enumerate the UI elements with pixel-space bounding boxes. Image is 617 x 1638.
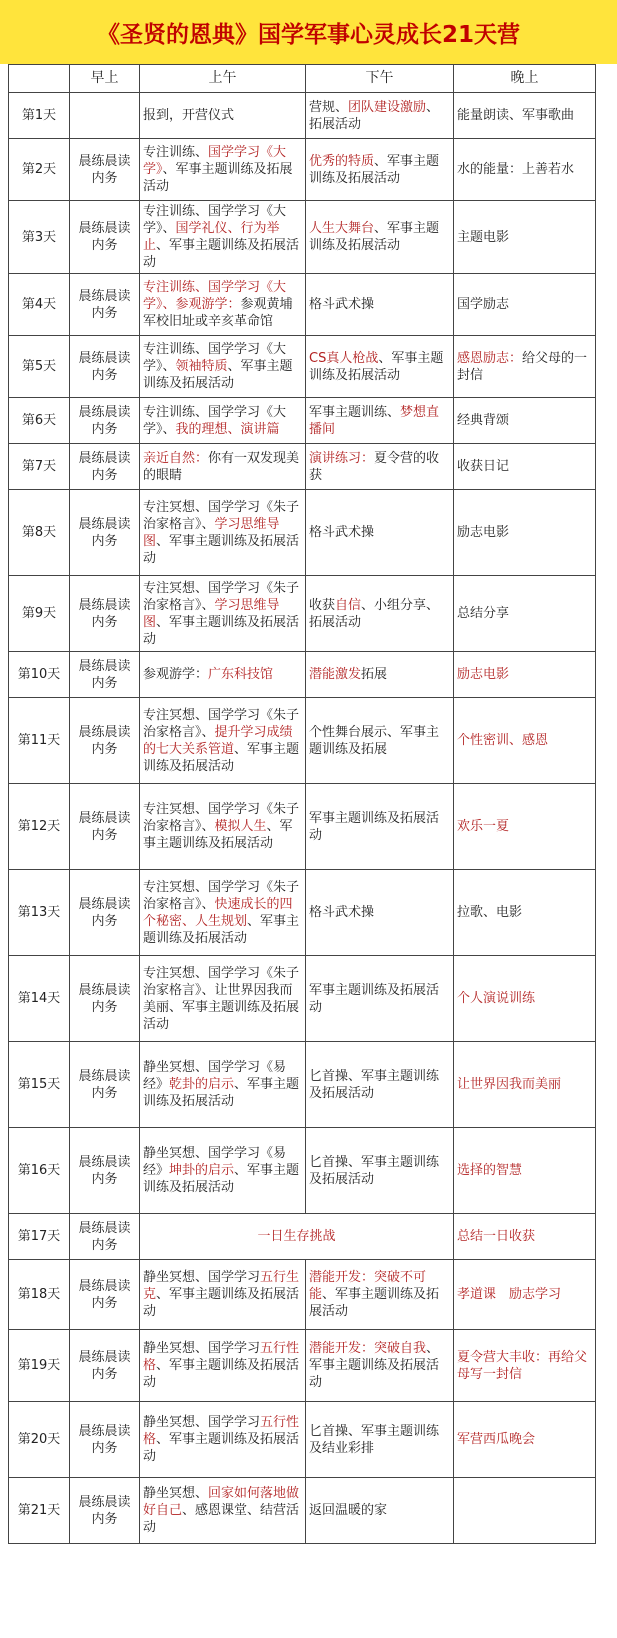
pm-cell bbox=[306, 1042, 454, 1128]
day-cell: 第10天 bbox=[9, 652, 70, 698]
cell-text: 总结一日收获 bbox=[457, 1229, 536, 1244]
cell-text: 、军事主题训练及拓展活动 bbox=[143, 1077, 300, 1109]
eve-cell bbox=[454, 1214, 596, 1260]
pm-cell bbox=[306, 444, 454, 490]
am-cell bbox=[140, 336, 306, 398]
eve-cell bbox=[454, 93, 596, 139]
am-cell bbox=[140, 490, 306, 576]
cell-text: 参观黄埔军校旧址或辛亥革命馆 bbox=[143, 297, 293, 329]
cell-text: 拉歌、电影 bbox=[457, 905, 523, 920]
cell-text: 、军事主题训练及拓展活动 bbox=[143, 1432, 300, 1464]
morning-cell: 晨练晨读内务 bbox=[70, 1330, 140, 1402]
schedule-table bbox=[8, 64, 596, 1544]
eve-cell bbox=[454, 274, 596, 336]
morning-cell: 晨练晨读内务 bbox=[70, 1042, 140, 1128]
morning-cell: 晨练晨读内务 bbox=[70, 870, 140, 956]
am-cell bbox=[140, 274, 306, 336]
cell-text: 静坐冥想、国学学习 bbox=[143, 1341, 261, 1356]
table-row bbox=[9, 336, 596, 398]
am-cell bbox=[140, 201, 306, 274]
day-cell: 第8天 bbox=[9, 490, 70, 576]
cell-text: 快速成长的四个秘密、人生规划 bbox=[143, 896, 293, 929]
am-cell bbox=[140, 870, 306, 956]
cell-text: 军事主题训练及拓展活动 bbox=[309, 810, 440, 843]
day-cell: 第16天 bbox=[9, 1128, 70, 1214]
cell-text: 亲近自然： bbox=[143, 450, 209, 466]
cell-text: 、军事主题训练及拓展活动 bbox=[143, 614, 300, 647]
cell-text: 军事主题训练、 bbox=[309, 404, 401, 420]
cell-text: 、军事主题训练及拓展活动 bbox=[309, 221, 440, 253]
cell-text: 、军事主题训练及拓展活动 bbox=[309, 350, 444, 383]
pm-cell bbox=[306, 870, 454, 956]
morning-cell: 晨练晨读内务 bbox=[70, 1214, 140, 1260]
morning-cell: 晨练晨读内务 bbox=[70, 274, 140, 336]
day-cell: 第20天 bbox=[9, 1402, 70, 1478]
cell-text: 静坐冥想、 bbox=[143, 1486, 209, 1501]
cell-text: 人生大舞台 bbox=[309, 221, 375, 236]
cell-text: 个人演说训练 bbox=[457, 991, 536, 1006]
day-cell: 第1天 bbox=[9, 93, 70, 139]
cell-text: 经典背颂 bbox=[457, 413, 510, 428]
am-cell bbox=[140, 576, 306, 652]
am-cell bbox=[140, 698, 306, 784]
am-cell bbox=[140, 139, 306, 201]
cell-text: 你有一双发现美的眼睛 bbox=[143, 450, 300, 483]
table-row bbox=[9, 1330, 596, 1402]
table-row bbox=[9, 1260, 596, 1330]
morning-cell: 晨练晨读内务 bbox=[70, 336, 140, 398]
eve-cell bbox=[454, 398, 596, 444]
morning-cell: 晨练晨读内务 bbox=[70, 576, 140, 652]
pm-cell bbox=[306, 398, 454, 444]
am-cell bbox=[140, 1402, 306, 1478]
morning-cell: 晨练晨读内务 bbox=[70, 1128, 140, 1214]
cell-text: 五行生克 bbox=[143, 1270, 300, 1302]
am-cell bbox=[140, 956, 306, 1042]
cell-text: 、小组分享、拓展活动 bbox=[309, 597, 440, 630]
day-cell: 第5天 bbox=[9, 336, 70, 398]
table-row bbox=[9, 1042, 596, 1128]
table-row bbox=[9, 1128, 596, 1214]
eve-cell bbox=[454, 336, 596, 398]
cell-text: 学习思维导图 bbox=[143, 516, 280, 549]
cell-text: 匕首操、军事主题训练及拓展活动 bbox=[309, 1068, 440, 1101]
eve-cell bbox=[454, 444, 596, 490]
day-cell: 第3天 bbox=[9, 201, 70, 274]
table-row bbox=[9, 444, 596, 490]
table-row bbox=[9, 698, 596, 784]
cell-text: 梦想直播间 bbox=[309, 404, 440, 437]
am-cell bbox=[140, 784, 306, 870]
cell-text: 夏令营的收获 bbox=[309, 450, 440, 483]
eve-cell bbox=[454, 139, 596, 201]
cell-text: 夏令营大丰收：再给父母写一封信 bbox=[457, 1349, 588, 1382]
cell-text: 乾卦的启示 bbox=[169, 1077, 235, 1092]
cell-text: 格斗武术操 bbox=[309, 297, 375, 312]
cell-text: CS真人枪战 bbox=[309, 350, 379, 366]
header-cell-morning: 早上 bbox=[70, 65, 140, 93]
morning-cell: 晨练晨读内务 bbox=[70, 201, 140, 274]
day-cell: 第9天 bbox=[9, 576, 70, 652]
pm-cell bbox=[306, 1330, 454, 1402]
cell-text: 主题电影 bbox=[457, 229, 510, 245]
cell-text: 广东科技馆 bbox=[208, 667, 274, 682]
cell-text: 静坐冥想、国学学习《易经》 bbox=[143, 1060, 287, 1092]
cell-text: 自信 bbox=[335, 597, 362, 613]
page-title: 《圣贤的恩典》国学军事心灵成长21天营 bbox=[0, 0, 617, 64]
cell-text: 匕首操、军事主题训练及拓展活动 bbox=[309, 1154, 440, 1187]
cell-text: 国学礼仪、行为举止 bbox=[143, 221, 280, 253]
day-cell: 第6天 bbox=[9, 398, 70, 444]
cell-text: 静坐冥想、国学学习 bbox=[143, 1270, 261, 1285]
cell-text: 学习思维导图 bbox=[143, 597, 280, 630]
cell-text: 专注冥想、国学学习《朱子治家格言》、 bbox=[143, 879, 300, 912]
cell-text: 报到，开营仪式 bbox=[143, 108, 235, 123]
table-row bbox=[9, 93, 596, 139]
cell-text: 专注训练、国学学习《大学》、 bbox=[143, 204, 287, 236]
cell-text: 坤卦的启示 bbox=[169, 1163, 235, 1178]
table-row bbox=[9, 784, 596, 870]
cell-text: 拓展 bbox=[361, 667, 388, 682]
cell-text: 、军事主题训练及拓展活动 bbox=[143, 741, 300, 774]
cell-text: 、军事主题训练及拓展活动 bbox=[143, 238, 300, 270]
header-cell-am: 上午 bbox=[140, 65, 306, 93]
cell-text: 、军事主题训练及拓展活动 bbox=[143, 819, 293, 851]
day-cell: 第2天 bbox=[9, 139, 70, 201]
day-cell: 第21天 bbox=[9, 1478, 70, 1544]
header-row bbox=[9, 65, 596, 93]
cell-text: 、军事主题训练及拓展活动 bbox=[143, 1358, 300, 1390]
table-row bbox=[9, 201, 596, 274]
cell-text: 静坐冥想、国学学习《易经》 bbox=[143, 1146, 287, 1178]
header-cell-day bbox=[9, 65, 70, 93]
am-cell bbox=[140, 398, 306, 444]
am-cell bbox=[140, 444, 306, 490]
cell-text: 孝道课 励志学习 bbox=[457, 1287, 562, 1302]
pm-cell bbox=[306, 336, 454, 398]
eve-cell bbox=[454, 576, 596, 652]
cell-text: 、军事主题训练及拓展活动 bbox=[309, 1341, 440, 1390]
cell-text: 、军事主题训练及拓展活动 bbox=[143, 1163, 300, 1195]
cell-text: 优秀的特质 bbox=[309, 153, 375, 169]
pm-cell bbox=[306, 698, 454, 784]
morning-cell bbox=[70, 93, 140, 139]
pm-cell bbox=[306, 1128, 454, 1214]
cell-text: 励志电影 bbox=[457, 667, 510, 682]
header-cell-eve: 晚上 bbox=[454, 65, 596, 93]
cell-text: 专注冥想、国学学习《朱子治家格言》、 bbox=[143, 580, 300, 613]
cell-text: 军营西瓜晚会 bbox=[457, 1432, 536, 1447]
pm-cell bbox=[306, 1260, 454, 1330]
eve-cell bbox=[454, 201, 596, 274]
am-cell bbox=[140, 1128, 306, 1214]
day-cell: 第13天 bbox=[9, 870, 70, 956]
cell-text: 领袖特质 bbox=[175, 359, 228, 374]
pm-cell bbox=[306, 274, 454, 336]
pm-cell bbox=[306, 1478, 454, 1544]
day-cell: 第4天 bbox=[9, 274, 70, 336]
cell-text: 潜能开发：突破不可能 bbox=[309, 1270, 427, 1302]
cell-text: 、感恩课堂、结营活动 bbox=[143, 1503, 300, 1535]
cell-text: 、拓展活动 bbox=[309, 99, 440, 132]
eve-cell bbox=[454, 1330, 596, 1402]
eve-cell bbox=[454, 1478, 596, 1544]
morning-cell: 晨练晨读内务 bbox=[70, 1478, 140, 1544]
pm-cell bbox=[306, 490, 454, 576]
pm-cell bbox=[306, 139, 454, 201]
cell-text: 国学学习《大学》 bbox=[143, 145, 287, 177]
eve-cell bbox=[454, 1402, 596, 1478]
cell-text: 、军事主题训练及拓展活动 bbox=[143, 913, 300, 946]
cell-text: 专注冥想、国学学习《朱子治家格言》、 bbox=[143, 707, 300, 740]
cell-text: 水的能量：上善若水 bbox=[457, 162, 575, 177]
morning-cell: 晨练晨读内务 bbox=[70, 490, 140, 576]
eve-cell bbox=[454, 1260, 596, 1330]
cell-text: 专注训练、国学学习《大学》、 bbox=[143, 342, 287, 374]
morning-cell: 晨练晨读内务 bbox=[70, 956, 140, 1042]
morning-cell: 晨练晨读内务 bbox=[70, 698, 140, 784]
cell-text: 专注训练、 bbox=[143, 145, 209, 160]
am-cell bbox=[140, 93, 306, 139]
cell-text: 演讲练习： bbox=[309, 450, 375, 466]
table-row bbox=[9, 956, 596, 1042]
eve-cell bbox=[454, 956, 596, 1042]
cell-text: 收获 bbox=[309, 597, 336, 613]
cell-text: 个性密训、感恩 bbox=[457, 733, 549, 748]
span-cell: 一日生存挑战 bbox=[140, 1214, 454, 1260]
eve-cell bbox=[454, 698, 596, 784]
cell-text: 欢乐一夏 bbox=[457, 819, 510, 834]
am-cell bbox=[140, 1478, 306, 1544]
cell-text: 专注训练、国学学习《大学》、 bbox=[143, 404, 287, 437]
pm-cell bbox=[306, 652, 454, 698]
cell-text: 让世界因我而美丽 bbox=[457, 1077, 562, 1092]
cell-text: 军事主题训练及拓展活动 bbox=[309, 982, 440, 1015]
morning-cell: 晨练晨读内务 bbox=[70, 652, 140, 698]
cell-text: 潜能激发 bbox=[309, 667, 362, 682]
cell-text: 、军事主题训练及拓展活动 bbox=[143, 1287, 300, 1319]
cell-text: 五行性格 bbox=[143, 1415, 300, 1447]
cell-text: 个性舞台展示、军事主题训练及拓展 bbox=[309, 724, 440, 757]
cell-text: 、军事主题训练及拓展活动 bbox=[143, 359, 293, 391]
cell-text: 格斗武术操 bbox=[309, 905, 375, 920]
cell-text: 团队建设激励 bbox=[348, 99, 427, 115]
am-cell bbox=[140, 652, 306, 698]
cell-text: 励志电影 bbox=[457, 525, 510, 540]
cell-text: 参观游学： bbox=[143, 667, 209, 682]
header-cell-pm: 下午 bbox=[306, 65, 454, 93]
am-cell bbox=[140, 1330, 306, 1402]
day-cell: 第17天 bbox=[9, 1214, 70, 1260]
cell-text: 潜能开发：突破自我 bbox=[309, 1341, 427, 1356]
pm-cell bbox=[306, 93, 454, 139]
eve-cell bbox=[454, 1042, 596, 1128]
cell-text: 给父母的一封信 bbox=[457, 350, 588, 383]
cell-text: 、军事主题训练及拓展活动 bbox=[309, 1287, 440, 1319]
eve-cell bbox=[454, 1128, 596, 1214]
table-row bbox=[9, 1214, 596, 1260]
cell-text: 提升学习成绩的七大关系管道 bbox=[143, 724, 293, 757]
cell-text: 我的理想、演讲篇 bbox=[175, 421, 280, 437]
morning-cell: 晨练晨读内务 bbox=[70, 1260, 140, 1330]
cell-text: 格斗武术操 bbox=[309, 525, 375, 540]
table-row bbox=[9, 274, 596, 336]
eve-cell bbox=[454, 490, 596, 576]
table-row bbox=[9, 139, 596, 201]
cell-text: 、军事主题训练及拓展活动 bbox=[143, 162, 293, 194]
day-cell: 第11天 bbox=[9, 698, 70, 784]
cell-text: 回家如何落地做好自己 bbox=[143, 1486, 300, 1518]
cell-text: 专注冥想、国学学习《朱子治家格言》、 bbox=[143, 802, 300, 834]
table-row bbox=[9, 652, 596, 698]
pm-cell bbox=[306, 576, 454, 652]
morning-cell: 晨练晨读内务 bbox=[70, 398, 140, 444]
cell-text: 匕首操、军事主题训练及结业彩排 bbox=[309, 1423, 440, 1456]
cell-text: 专注训练、国学学习《大学》、参观游学： bbox=[143, 280, 287, 312]
morning-cell: 晨练晨读内务 bbox=[70, 444, 140, 490]
cell-text: 专注冥想、国学学习《朱子治家格言》、 bbox=[143, 499, 300, 532]
day-cell: 第15天 bbox=[9, 1042, 70, 1128]
table-row bbox=[9, 1478, 596, 1544]
day-cell: 第18天 bbox=[9, 1260, 70, 1330]
schedule-body bbox=[9, 93, 596, 1544]
table-row bbox=[9, 576, 596, 652]
cell-text: 静坐冥想、国学学习 bbox=[143, 1415, 261, 1430]
day-cell: 第7天 bbox=[9, 444, 70, 490]
cell-text: 能量朗读、军事歌曲 bbox=[457, 108, 575, 123]
cell-text: 、军事主题训练及拓展活动 bbox=[309, 153, 440, 186]
morning-cell: 晨练晨读内务 bbox=[70, 139, 140, 201]
eve-cell bbox=[454, 870, 596, 956]
cell-text: 感恩励志： bbox=[457, 350, 523, 366]
cell-text: 五行性格 bbox=[143, 1341, 300, 1373]
am-cell bbox=[140, 1042, 306, 1128]
table-row bbox=[9, 490, 596, 576]
cell-text: 总结分享 bbox=[457, 606, 510, 621]
day-cell: 第14天 bbox=[9, 956, 70, 1042]
table-row bbox=[9, 398, 596, 444]
cell-text: 选择的智慧 bbox=[457, 1163, 523, 1178]
eve-cell bbox=[454, 652, 596, 698]
table-row bbox=[9, 1402, 596, 1478]
cell-text: 返回温暖的家 bbox=[309, 1503, 388, 1518]
cell-text: 国学励志 bbox=[457, 297, 510, 312]
cell-text: 收获日记 bbox=[457, 459, 510, 474]
eve-cell bbox=[454, 784, 596, 870]
day-cell: 第12天 bbox=[9, 784, 70, 870]
morning-cell: 晨练晨读内务 bbox=[70, 1402, 140, 1478]
cell-text: 营规、 bbox=[309, 99, 349, 115]
pm-cell bbox=[306, 1402, 454, 1478]
cell-text: 模拟人生 bbox=[214, 819, 267, 834]
cell-text: 专注冥想、国学学习《朱子治家格言》、让世界因我而美丽、军事主题训练及拓展活动 bbox=[143, 965, 300, 1032]
cell-text: 、军事主题训练及拓展活动 bbox=[143, 533, 300, 566]
pm-cell bbox=[306, 784, 454, 870]
pm-cell bbox=[306, 956, 454, 1042]
morning-cell: 晨练晨读内务 bbox=[70, 784, 140, 870]
table-row bbox=[9, 870, 596, 956]
am-cell bbox=[140, 1260, 306, 1330]
pm-cell bbox=[306, 201, 454, 274]
day-cell: 第19天 bbox=[9, 1330, 70, 1402]
